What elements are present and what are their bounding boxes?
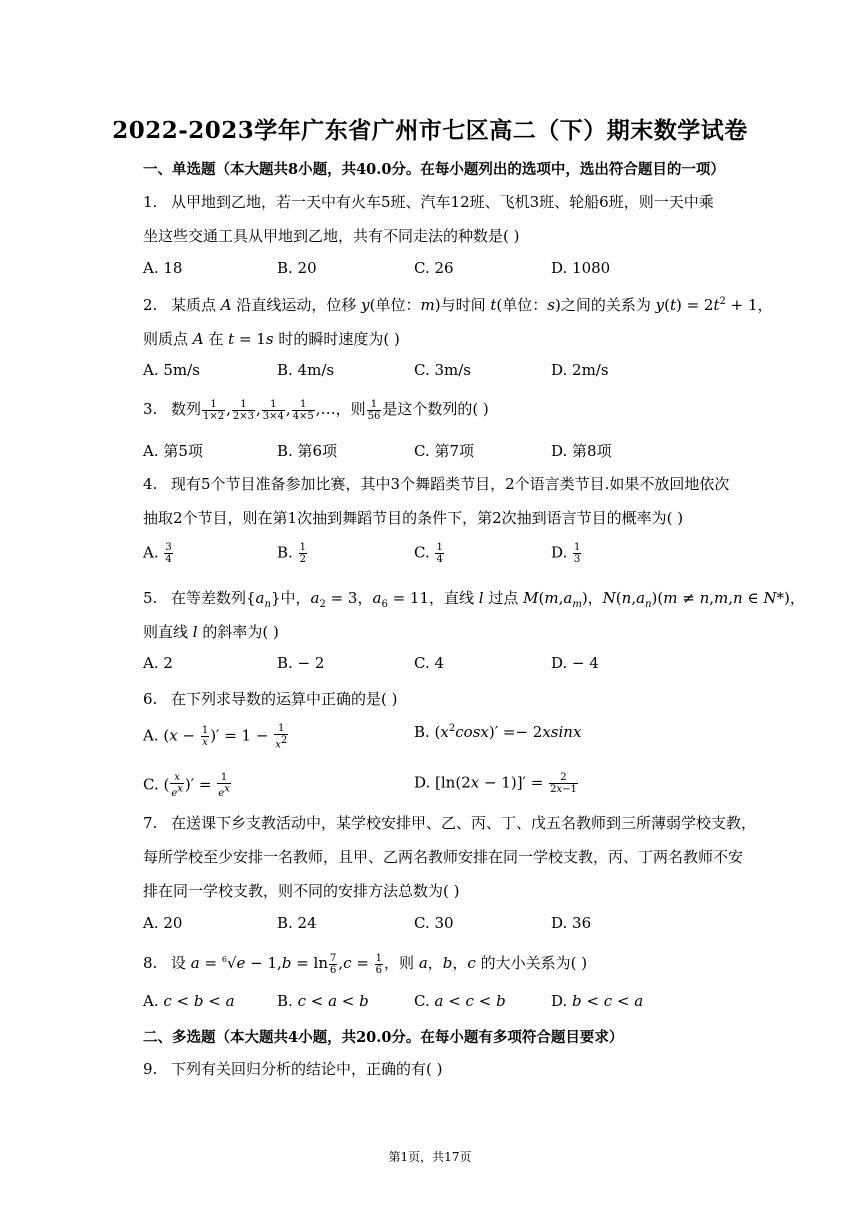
question-3: 3. 数列 $\frac{1}{1\times 2}$ , $\frac{1}{2\times 3}$ , $\frac{1}{3\times 4}$ , $\frac{1}{4\times 5}$ ,…，则 $\frac{1}{56}$ 是这个数列的( ) xyxy=(143,398,489,422)
question-number: 9. xyxy=(143,1060,158,1078)
option-d: D. [ln(2x − 1)]′ = $\frac{2}{2x-1}$ xyxy=(414,772,577,795)
option-a: A. (x − $\frac{1}{x}$ )′ = 1 − $\frac{1}{x^2}$ xyxy=(143,723,288,751)
option-a: A. 5m/s xyxy=(143,361,200,379)
question-number: 7. xyxy=(143,814,158,832)
question-2-line2: 则质点 A 在 t = 1s 时的瞬时速度为( ) xyxy=(143,330,400,348)
option-b: B. 第6项 xyxy=(277,442,338,460)
option-d: D. b < c < a xyxy=(551,992,644,1010)
option-a: A. 第5项 xyxy=(143,442,203,460)
option-b: B. 24 xyxy=(277,914,317,932)
question-7-line3: 排在同一学校支教，则不同的安排方法总数为( ) xyxy=(143,882,460,900)
option-c: C. ( $\frac{x}{e^x}$ )′ = $\frac{1}{e^x}$ xyxy=(143,772,230,800)
question-text: 下列有关回归分析的结论中，正确的有( ) xyxy=(171,1060,443,1078)
question-text: 在下列求导数的运算中正确的是( ) xyxy=(171,690,398,708)
question-text: 在送课下乡支教活动中，某学校安排甲、乙、丙、丁、戊五名教师到三所薄弱学校支教， xyxy=(171,814,757,832)
question-7-line2: 每所学校至少安排一名教师，且甲、乙两名教师安排在同一学校支教，丙、丁两名教师不安 xyxy=(143,848,744,866)
option-b: B. − 2 xyxy=(277,654,325,672)
option-c: C. $\frac{1}{4}$ xyxy=(414,542,443,565)
question-number: 4. xyxy=(143,475,158,493)
question-text: 现有5个节目准备参加比赛，其中3个舞蹈类节目，2个语言类节目.如果不放回地依次 xyxy=(171,475,730,493)
question-9 xyxy=(143,1058,442,1079)
section-single-choice: 一、单选题（本大题共8小题，共40.0分。在每小题列出的选项中，选出符合题目的一项） xyxy=(143,161,725,178)
option-a: A. 2 xyxy=(143,654,173,672)
option-d: D. − 4 xyxy=(551,654,599,672)
section-multiple-choice: 二、多选题（本大题共4小题，共20.0分。在每小题有多项符合题目要求） xyxy=(143,1029,624,1046)
option-d: D. $\frac{1}{3}$ xyxy=(551,542,581,565)
option-c: C. a < c < b xyxy=(414,992,506,1010)
option-b: B. c < a < b xyxy=(277,992,369,1010)
page-title: 2022-2023学年广东省广州市七区高二（下）期末数学试卷 xyxy=(112,117,748,144)
question-number: 6. xyxy=(143,690,158,708)
question-8: 8. 设 a = $^6$√e − 1,b = ln $\frac{7}{6}$ ,c = $\frac{1}{6}$ ，则 a，b，c 的大小关系为( ) xyxy=(143,952,588,976)
option-c: C. 3m/s xyxy=(414,361,471,379)
option-c: C. 26 xyxy=(414,259,454,277)
option-d: D. 2m/s xyxy=(551,361,609,379)
question-number: 8. xyxy=(143,954,158,972)
option-a: A. 20 xyxy=(143,914,183,932)
question-number: 3. xyxy=(143,400,158,418)
question-2: 2. 某质点 A 沿直线运动，位移 y(单位：m)与时间 t(单位：s)之间的关系为 $y(t) = 2t^2 + 1$， xyxy=(143,296,773,314)
question-1-line2: 坐这些交通工具从甲地到乙地，共有不同走法的种数是( ) xyxy=(143,227,520,245)
question-1 xyxy=(143,191,714,212)
option-d: D. 36 xyxy=(551,914,592,932)
option-b: B. $(x^2\cos x)' =- 2xsinx$ xyxy=(414,723,582,741)
question-7 xyxy=(143,812,756,833)
option-a: A. $\frac{3}{4}$ xyxy=(143,542,172,565)
question-number: 5. xyxy=(143,589,158,607)
question-5-line2: 则直线 l 的斜率为( ) xyxy=(143,623,279,641)
question-4-line2: 抽取2个节目，则在第1次抽到舞蹈节目的条件下，第2次抽到语言节目的概率为( ) xyxy=(143,509,684,527)
question-number: 2. xyxy=(143,296,158,314)
option-c: C. 第7项 xyxy=(414,442,475,460)
option-d: D. 1080 xyxy=(551,259,611,277)
question-text: 从甲地到乙地，若一天中有火车5班、汽车12班、飞机3班、轮船6班，则一天中乘 xyxy=(171,193,714,211)
page-footer: 第1页，共17页 xyxy=(388,1150,472,1164)
option-a: A. 18 xyxy=(143,259,183,277)
option-c: C. 30 xyxy=(414,914,454,932)
option-b: B. 20 xyxy=(277,259,317,277)
question-6 xyxy=(143,688,397,709)
option-d: D. 第8项 xyxy=(551,442,612,460)
option-b: B. 4m/s xyxy=(277,361,335,379)
option-c: C. 4 xyxy=(414,654,445,672)
option-a: A. c < b < a xyxy=(143,992,235,1010)
question-4 xyxy=(143,473,729,494)
option-b: B. $\frac{1}{2}$ xyxy=(277,542,306,565)
question-5: 5. 在等差数列$\{a_n\}$中，$a_2 = 3$，$a_6 = 11$，直线 l 过点 $M(m,a_m)$，$N(n,a_n)(m \ne n,m,n$ ∈ N*)， xyxy=(143,589,805,610)
question-number: 1. xyxy=(143,193,158,211)
